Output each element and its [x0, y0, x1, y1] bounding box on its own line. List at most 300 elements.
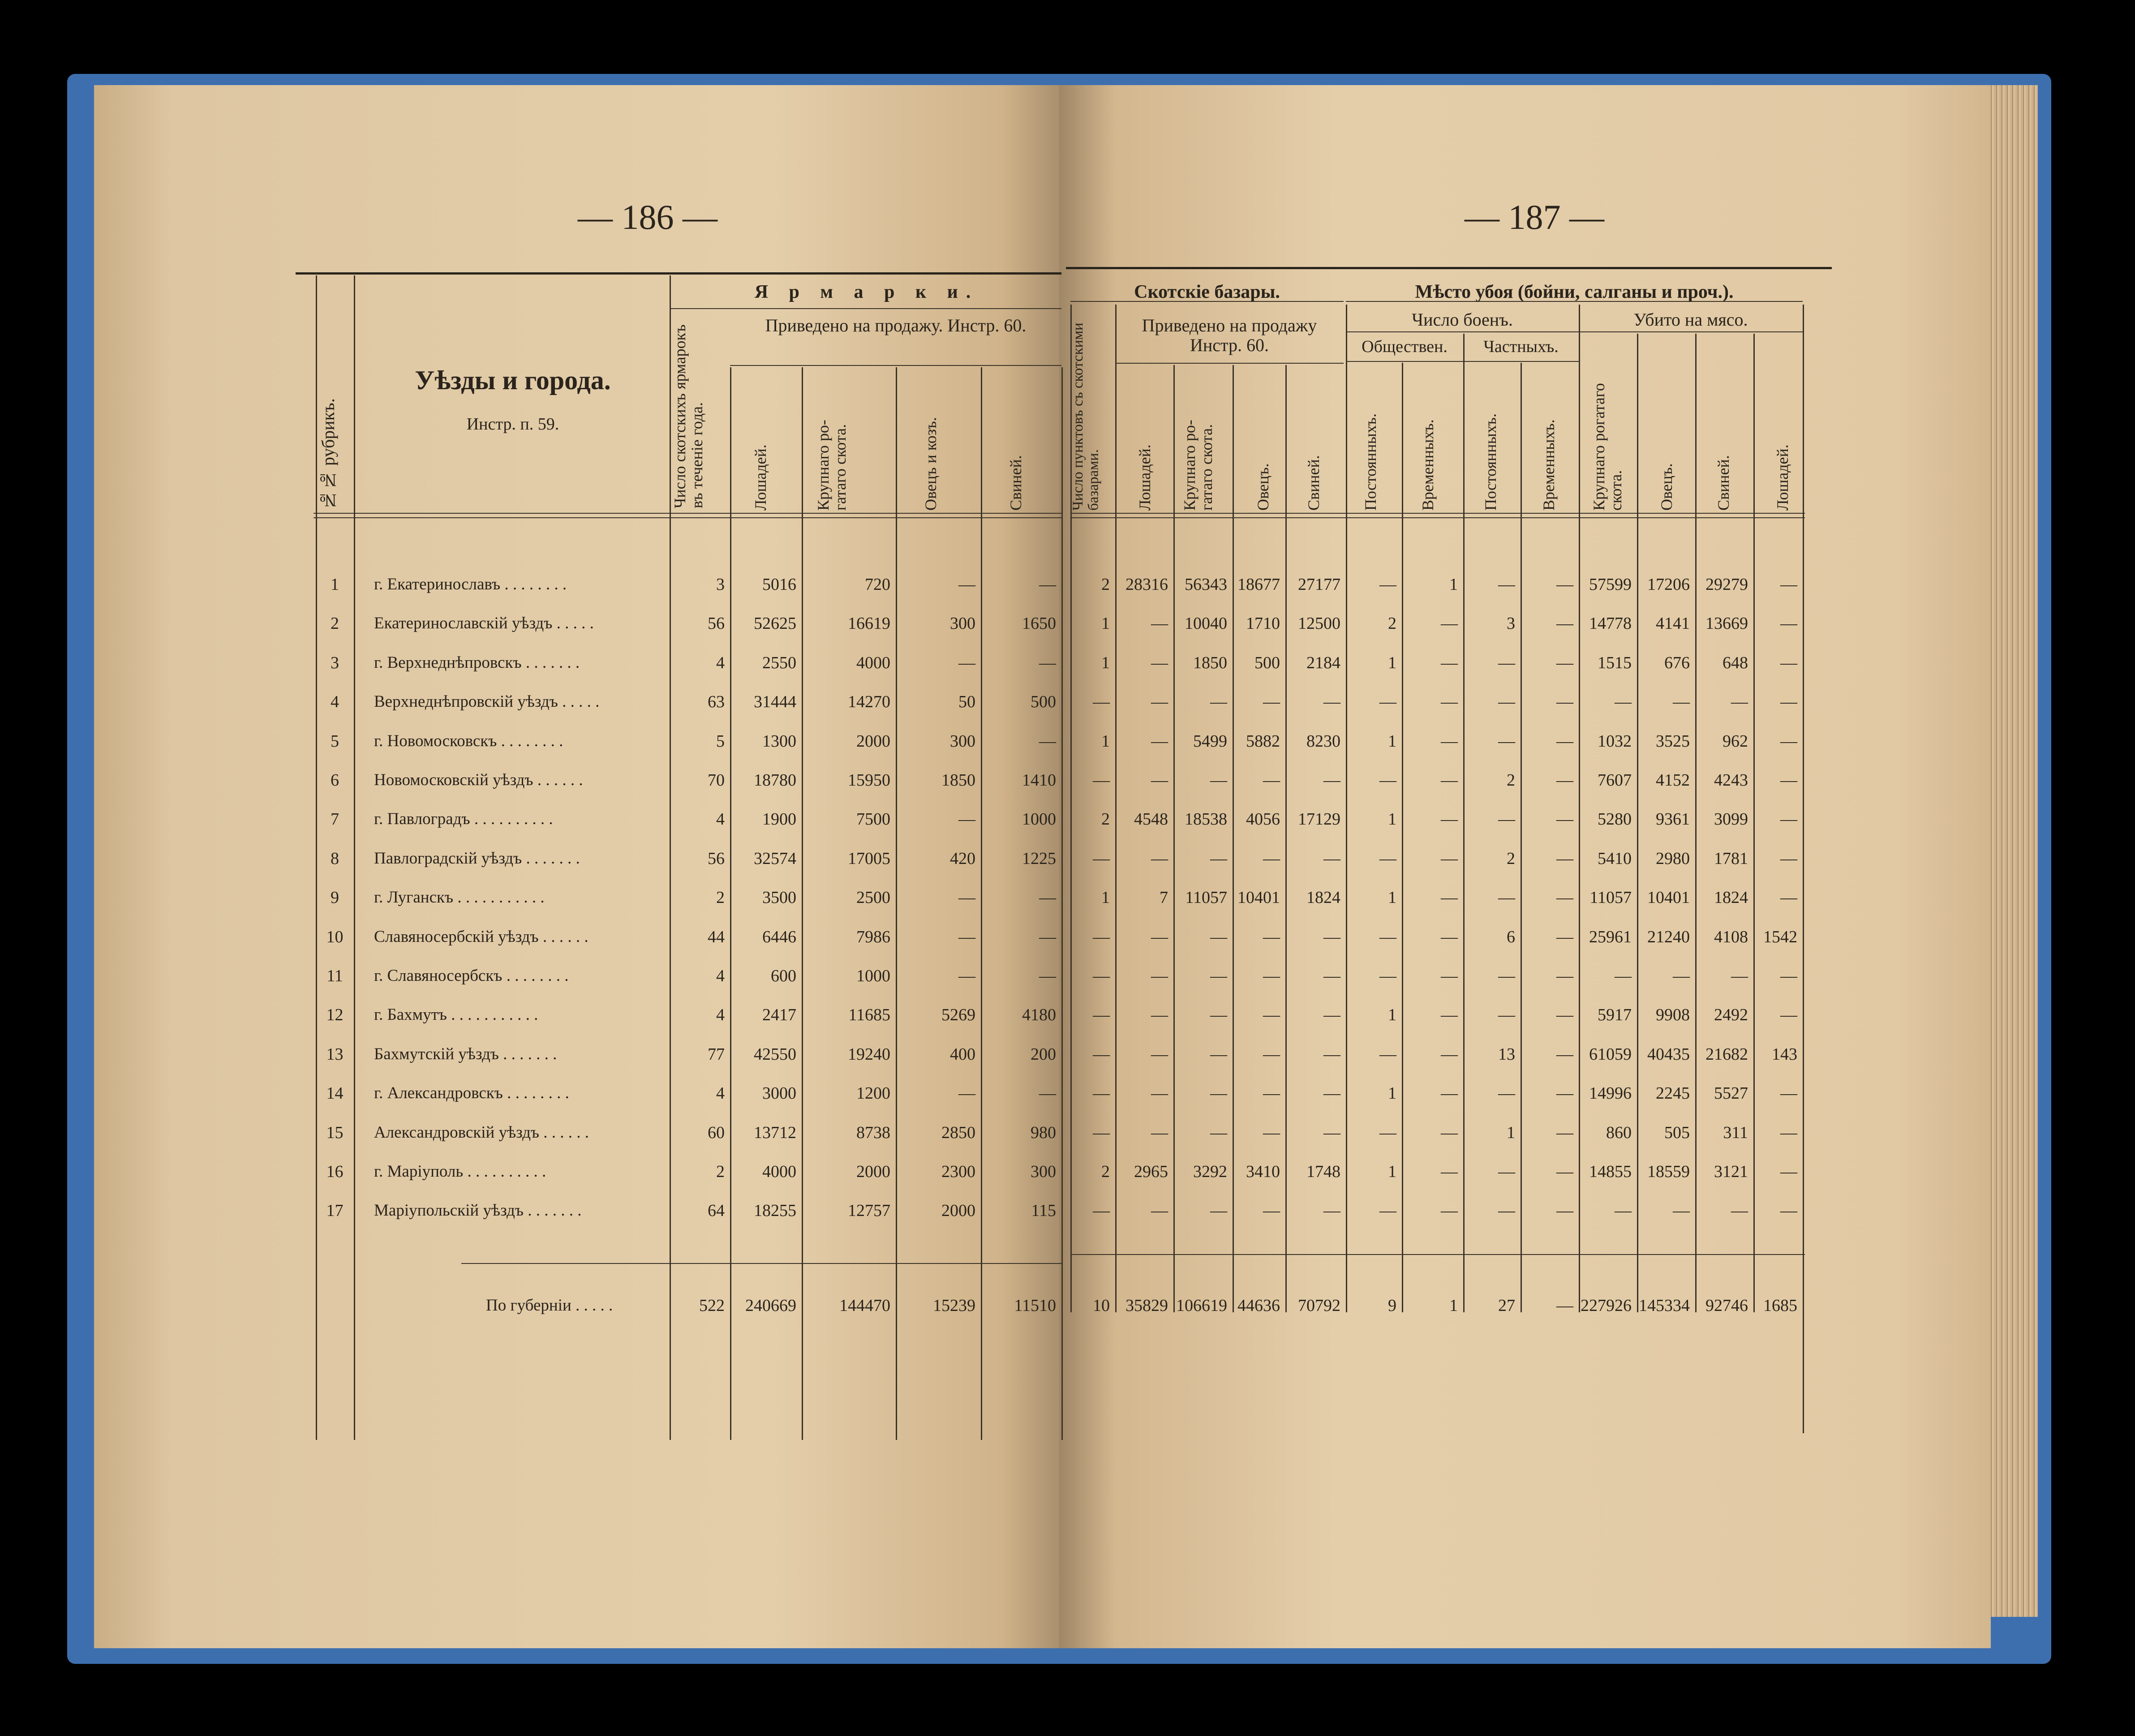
- row-12-fairs-4: 4180: [1022, 1006, 1056, 1025]
- row-11-right-8: —: [1556, 967, 1573, 985]
- row-3-fairs-0: 4: [716, 653, 725, 672]
- row-17-name: Маріупольскій уѣздъ . . . . . . .: [374, 1201, 582, 1220]
- row-12-right-5: 1: [1388, 1006, 1396, 1025]
- row-17-fairs-4: 115: [1031, 1201, 1056, 1220]
- row-5-name: г. Новомосковскъ . . . . . . . .: [374, 731, 563, 750]
- row-2-fairs-1: 52625: [754, 614, 796, 633]
- row-9-right-2: 11057: [1185, 888, 1227, 907]
- row-2-right-2: 10040: [1185, 614, 1227, 633]
- slaughtered-sheep-header: Овецъ.: [1658, 463, 1675, 511]
- public-permanent-header: Постоянныхъ.: [1362, 413, 1379, 511]
- slaughtered-rule: [1579, 331, 1803, 332]
- row-11-fairs-1: 600: [771, 967, 796, 985]
- row-9-right-11: 1824: [1714, 888, 1748, 907]
- top-rule-right: [1066, 267, 1832, 269]
- row-2-right-5: 2: [1388, 614, 1396, 633]
- row-1-fairs-0: 3: [716, 575, 725, 594]
- total-fairs-3: 15239: [933, 1296, 975, 1315]
- row-16-fairs-0: 2: [716, 1162, 725, 1181]
- row-10-number: 10: [326, 927, 344, 946]
- row-1-fairs-3: —: [958, 575, 975, 594]
- row-6-right-5: —: [1379, 771, 1396, 790]
- row-6-right-6: —: [1441, 771, 1458, 790]
- header-rule-right-2: [1070, 517, 1805, 518]
- row-9-fairs-3: —: [958, 888, 975, 907]
- row-17-right-0: —: [1093, 1201, 1110, 1220]
- row-8-right-9: 5410: [1598, 849, 1632, 868]
- row-3-fairs-2: 4000: [856, 653, 890, 672]
- row-16-right-4: 1748: [1306, 1162, 1340, 1181]
- row-12-right-7: —: [1498, 1006, 1515, 1025]
- row-5-right-3: 5882: [1246, 731, 1280, 751]
- row-12-right-1: —: [1151, 1006, 1168, 1025]
- row-7-fairs-0: 4: [716, 810, 725, 829]
- row-17-right-3: —: [1263, 1201, 1280, 1220]
- row-15-fairs-0: 60: [708, 1123, 725, 1142]
- row-4-number: 4: [331, 692, 339, 712]
- slaughtered-header: Убито на мясо.: [1633, 309, 1748, 330]
- row-5-right-9: 1032: [1598, 731, 1632, 751]
- row-9-name: г. Луганскъ . . . . . . . . . . .: [374, 888, 545, 907]
- row-17-fairs-2: 12757: [848, 1201, 890, 1220]
- row-14-name: г. Александровскъ . . . . . . . .: [374, 1084, 569, 1103]
- row-5-right-0: 1: [1101, 731, 1110, 751]
- row-11-right-7: —: [1498, 967, 1515, 985]
- row-11-right-12: —: [1780, 967, 1797, 985]
- row-10-right-0: —: [1093, 927, 1110, 946]
- row-6-right-12: —: [1780, 771, 1797, 790]
- row-1-right-5: —: [1379, 575, 1396, 594]
- row-16-right-12: —: [1780, 1162, 1797, 1181]
- row-8-right-6: —: [1441, 849, 1458, 868]
- row-1-right-1: 28316: [1125, 575, 1168, 594]
- row-2-right-11: 13669: [1705, 614, 1748, 633]
- num-slaughter-rule: [1346, 331, 1579, 332]
- row-14-right-9: 14996: [1589, 1084, 1632, 1103]
- row-7-fairs-3: —: [958, 810, 975, 829]
- row-4-right-7: —: [1498, 692, 1515, 712]
- row-10-right-12: 1542: [1763, 927, 1797, 946]
- row-6-right-10: 4152: [1656, 771, 1690, 790]
- row-5-fairs-3: 300: [950, 731, 975, 751]
- row-11-right-6: —: [1441, 967, 1458, 985]
- row-1-number: 1: [331, 575, 339, 594]
- total-fairs-0: 522: [699, 1296, 725, 1315]
- row-8-fairs-1: 32574: [754, 849, 796, 868]
- row-9-number: 9: [331, 888, 339, 907]
- row-13-fairs-1: 42550: [754, 1044, 796, 1064]
- row-6-right-0: —: [1093, 771, 1110, 790]
- row-10-right-11: 4108: [1714, 927, 1748, 946]
- total-rule-left: [461, 1263, 1061, 1264]
- row-6-fairs-1: 18780: [754, 771, 796, 790]
- row-5-right-11: 962: [1723, 731, 1748, 751]
- row-5-fairs-2: 2000: [856, 731, 890, 751]
- row-13-right-3: —: [1263, 1044, 1280, 1064]
- row-8-right-0: —: [1093, 849, 1110, 868]
- page-edges: [1989, 85, 2038, 1617]
- row-7-right-2: 18538: [1185, 810, 1227, 829]
- row-6-fairs-4: 1410: [1022, 771, 1056, 790]
- region-header: Уѣзды и города.: [415, 365, 611, 395]
- fairs-header: Я р м а р к и.: [754, 282, 979, 302]
- row-10-name: Славяносербскій уѣздъ . . . . . .: [374, 927, 589, 946]
- row-7-right-12: —: [1780, 810, 1797, 829]
- row-7-right-8: —: [1556, 810, 1573, 829]
- top-rule-left: [296, 272, 1061, 275]
- row-9-right-3: 10401: [1237, 888, 1280, 907]
- row-14-right-10: 2245: [1656, 1084, 1690, 1103]
- row-11-right-2: —: [1210, 967, 1227, 985]
- row-5-right-7: —: [1498, 731, 1515, 751]
- row-5-right-1: —: [1151, 731, 1168, 751]
- row-1-right-12: —: [1780, 575, 1797, 594]
- row-12-fairs-0: 4: [716, 1006, 725, 1025]
- row-8-right-5: —: [1379, 849, 1396, 868]
- row-14-right-3: —: [1263, 1084, 1280, 1103]
- slaughtered-horses-header: Лошадей.: [1774, 444, 1791, 511]
- row-13-right-4: —: [1323, 1044, 1340, 1064]
- row-5-right-12: —: [1780, 731, 1797, 751]
- row-13-fairs-3: 400: [950, 1044, 975, 1064]
- row-4-right-11: —: [1731, 692, 1748, 712]
- row-8-right-11: 1781: [1714, 849, 1748, 868]
- row-6-right-11: 4243: [1714, 771, 1748, 790]
- col-rule-left-1: [354, 275, 355, 1440]
- row-7-right-9: 5280: [1598, 810, 1632, 829]
- header-rule-left: [314, 513, 1061, 514]
- row-17-fairs-1: 18255: [754, 1201, 796, 1220]
- row-13-right-1: —: [1151, 1044, 1168, 1064]
- row-2-fairs-3: 300: [950, 614, 975, 633]
- page-number-right: — 187 —: [1465, 198, 1604, 236]
- row-10-right-9: 25961: [1589, 927, 1632, 946]
- row-1-fairs-2: 720: [865, 575, 890, 594]
- row-4-right-1: —: [1151, 692, 1168, 712]
- row-9-right-8: —: [1556, 888, 1573, 907]
- row-6-fairs-2: 15950: [848, 771, 890, 790]
- row-11-right-3: —: [1263, 967, 1280, 985]
- row-7-number: 7: [331, 810, 339, 829]
- row-1-right-7: —: [1498, 575, 1515, 594]
- row-12-number: 12: [326, 1006, 344, 1025]
- row-4-fairs-2: 14270: [848, 692, 890, 712]
- row-15-right-7: 1: [1507, 1123, 1515, 1142]
- row-16-fairs-1: 4000: [762, 1162, 796, 1181]
- row-14-fairs-1: 3000: [762, 1084, 796, 1103]
- row-11-right-5: —: [1379, 967, 1396, 985]
- row-1-right-6: 1: [1449, 575, 1458, 594]
- total-fairs-1: 240669: [745, 1296, 796, 1315]
- row-12-name: г. Бахмутъ . . . . . . . . . . .: [374, 1006, 538, 1024]
- fairs-cattle-header: Крупнаго ро-гатаго скота.: [814, 420, 849, 511]
- row-10-fairs-4: —: [1039, 927, 1056, 946]
- row-4-right-12: —: [1780, 692, 1797, 712]
- row-2-right-1: —: [1151, 614, 1168, 633]
- row-1-right-4: 27177: [1298, 575, 1340, 594]
- row-16-number: 16: [326, 1162, 344, 1181]
- private-header: Частныхъ.: [1483, 337, 1559, 356]
- public-header: Обществен.: [1362, 337, 1448, 356]
- row-17-right-12: —: [1780, 1201, 1797, 1220]
- row-7-right-3: 4056: [1246, 810, 1280, 829]
- row-4-right-4: —: [1323, 692, 1340, 712]
- row-12-right-6: —: [1441, 1006, 1458, 1025]
- row-9-right-1: 7: [1160, 888, 1168, 907]
- row-5-right-5: 1: [1388, 731, 1396, 751]
- col-rule-right-13: [1803, 305, 1804, 1433]
- row-10-right-4: —: [1323, 927, 1340, 946]
- row-3-right-6: —: [1441, 653, 1458, 672]
- row-8-right-12: —: [1780, 849, 1797, 868]
- row-15-number: 15: [326, 1123, 344, 1142]
- row-12-fairs-2: 11685: [848, 1006, 890, 1025]
- row-15-fairs-1: 13712: [754, 1123, 796, 1142]
- total-right-3: 44636: [1237, 1296, 1280, 1315]
- total-right-6: 1: [1449, 1296, 1458, 1315]
- private-permanent-header: Постоянныхъ.: [1482, 413, 1499, 511]
- row-7-right-0: 2: [1101, 810, 1110, 829]
- row-7-right-4: 17129: [1298, 810, 1340, 829]
- row-3-fairs-1: 2550: [762, 653, 796, 672]
- row-4-right-8: —: [1556, 692, 1573, 712]
- row-17-right-11: —: [1731, 1201, 1748, 1220]
- row-16-fairs-2: 2000: [856, 1162, 890, 1181]
- row-17-right-5: —: [1379, 1201, 1396, 1220]
- col-rule-left-7: [1061, 367, 1063, 1440]
- row-1-right-9: 57599: [1589, 575, 1632, 594]
- row-2-right-8: —: [1556, 614, 1573, 633]
- fairs-brought-header: Приведено на продажу. Инстр. 60.: [765, 315, 1027, 335]
- row-3-right-10: 676: [1664, 653, 1690, 672]
- row-15-right-1: —: [1151, 1123, 1168, 1142]
- row-3-fairs-3: —: [958, 653, 975, 672]
- row-15-right-12: —: [1780, 1123, 1797, 1142]
- row-3-right-1: —: [1151, 653, 1168, 672]
- row-11-right-0: —: [1093, 967, 1110, 985]
- row-10-right-8: —: [1556, 927, 1573, 946]
- page-number-left: — 186 —: [578, 198, 717, 236]
- row-14-right-12: —: [1780, 1084, 1797, 1103]
- row-4-right-9: —: [1615, 692, 1632, 712]
- row-17-right-10: —: [1673, 1201, 1690, 1220]
- row-12-right-8: —: [1556, 1006, 1573, 1025]
- row-17-right-1: —: [1151, 1201, 1168, 1220]
- row-15-right-3: —: [1263, 1123, 1280, 1142]
- row-2-fairs-4: 1650: [1022, 614, 1056, 633]
- row-1-right-10: 17206: [1647, 575, 1690, 594]
- row-12-right-3: —: [1263, 1006, 1280, 1025]
- row-12-right-10: 9908: [1656, 1006, 1690, 1025]
- row-2-number: 2: [331, 614, 339, 633]
- row-4-name: Верхнеднѣпровскій уѣздъ . . . . .: [374, 692, 600, 711]
- header-rule-right: [1070, 513, 1805, 514]
- row-14-right-11: 5527: [1714, 1084, 1748, 1103]
- row-10-fairs-0: 44: [708, 927, 725, 946]
- row-15-right-6: —: [1441, 1123, 1458, 1142]
- row-13-right-12: 143: [1772, 1044, 1797, 1064]
- row-13-right-0: —: [1093, 1044, 1110, 1064]
- row-14-right-0: —: [1093, 1084, 1110, 1103]
- row-2-right-9: 14778: [1589, 614, 1632, 633]
- row-16-right-9: 14855: [1589, 1162, 1632, 1181]
- row-12-right-4: —: [1323, 1006, 1340, 1025]
- row-9-right-10: 10401: [1647, 888, 1690, 907]
- total-right-2: 106619: [1176, 1296, 1227, 1315]
- row-16-right-5: 1: [1388, 1162, 1396, 1181]
- slaughter-header: Мѣсто убоя (бойни, салганы и проч.).: [1415, 282, 1734, 302]
- row-11-fairs-0: 4: [716, 967, 725, 985]
- row-16-fairs-4: 300: [1031, 1162, 1056, 1181]
- row-10-right-5: —: [1379, 927, 1396, 946]
- row-14-right-1: —: [1151, 1084, 1168, 1103]
- row-15-name: Александровскій уѣздъ . . . . . .: [374, 1123, 589, 1142]
- total-right-4: 70792: [1298, 1296, 1340, 1315]
- row-9-fairs-4: —: [1039, 888, 1056, 907]
- total-fairs-4: 11510: [1014, 1296, 1056, 1315]
- row-11-number: 11: [326, 967, 343, 985]
- row-17-right-9: —: [1615, 1201, 1632, 1220]
- bazaars-pigs-header: Свиней.: [1305, 455, 1323, 511]
- slaughtered-pigs-header: Свиней.: [1714, 455, 1732, 511]
- row-9-right-9: 11057: [1589, 888, 1632, 907]
- row-14-right-6: —: [1441, 1084, 1458, 1103]
- row-6-right-9: 7607: [1598, 771, 1632, 790]
- row-8-fairs-2: 17005: [848, 849, 890, 868]
- row-11-fairs-3: —: [958, 967, 975, 985]
- row-14-right-2: —: [1210, 1084, 1227, 1103]
- row-6-fairs-0: 70: [708, 771, 725, 790]
- row-5-right-8: —: [1556, 731, 1573, 751]
- row-13-right-5: —: [1379, 1044, 1396, 1064]
- row-3-right-0: 1: [1101, 653, 1110, 672]
- bazaars-sheep-header: Овецъ.: [1254, 463, 1272, 511]
- fairs-count-header: Число скотскихъ ярмарокъ въ теченіе года.: [671, 324, 706, 508]
- row-8-right-10: 2980: [1656, 849, 1690, 868]
- bazaars-brought-header: Приведено на продажу Инстр. 60.: [1142, 315, 1317, 355]
- row-2-right-12: —: [1780, 614, 1797, 633]
- row-13-right-9: 61059: [1589, 1044, 1632, 1064]
- row-12-right-12: —: [1780, 1006, 1797, 1025]
- row-10-fairs-2: 7986: [856, 927, 890, 946]
- row-16-right-8: —: [1556, 1162, 1573, 1181]
- row-3-right-7: —: [1498, 653, 1515, 672]
- row-1-right-3: 18677: [1237, 575, 1280, 594]
- row-8-number: 8: [331, 849, 339, 868]
- row-2-right-7: 3: [1507, 614, 1515, 633]
- row-5-fairs-0: 5: [716, 731, 725, 751]
- row-1-fairs-4: —: [1039, 575, 1056, 594]
- row-3-right-3: 500: [1254, 653, 1280, 672]
- row-11-right-11: —: [1731, 967, 1748, 985]
- row-17-fairs-3: 2000: [941, 1201, 975, 1220]
- row-13-right-11: 21682: [1705, 1044, 1748, 1064]
- public-temporary-header: Временныхъ.: [1419, 419, 1437, 511]
- row-8-right-1: —: [1151, 849, 1168, 868]
- row-6-fairs-3: 1850: [941, 771, 975, 790]
- row-17-right-4: —: [1323, 1201, 1340, 1220]
- row-3-fairs-4: —: [1039, 653, 1056, 672]
- total-right-7: 27: [1498, 1296, 1515, 1315]
- row-12-right-0: —: [1093, 1006, 1110, 1025]
- row-16-right-10: 18559: [1647, 1162, 1690, 1181]
- row-5-right-4: 8230: [1306, 731, 1340, 751]
- row-16-right-1: 2965: [1134, 1162, 1168, 1181]
- row-8-right-3: —: [1263, 849, 1280, 868]
- row-13-right-8: —: [1556, 1044, 1573, 1064]
- row-13-number: 13: [326, 1044, 344, 1064]
- row-13-fairs-2: 19240: [848, 1044, 890, 1064]
- row-11-right-4: —: [1323, 967, 1340, 985]
- row-4-right-0: —: [1093, 692, 1110, 712]
- row-8-right-2: —: [1210, 849, 1227, 868]
- bazaars-sub-rule: [1115, 363, 1344, 364]
- total-right-11: 92746: [1705, 1296, 1748, 1315]
- row-3-right-4: 2184: [1306, 653, 1340, 672]
- row-3-right-12: —: [1780, 653, 1797, 672]
- row-12-right-2: —: [1210, 1006, 1227, 1025]
- region-sub: Инстр. п. 59.: [466, 415, 559, 434]
- row-16-right-6: —: [1441, 1162, 1458, 1181]
- row-8-fairs-3: 420: [950, 849, 975, 868]
- row-4-fairs-1: 31444: [754, 692, 796, 712]
- row-14-right-7: —: [1498, 1084, 1515, 1103]
- row-10-right-7: 6: [1507, 927, 1515, 946]
- row-11-name: г. Славяносербскъ . . . . . . . .: [374, 967, 569, 985]
- row-17-number: 17: [326, 1201, 344, 1220]
- row-2-name: Екатеринославскій уѣздъ . . . . .: [374, 614, 594, 633]
- row-9-right-0: 1: [1101, 888, 1110, 907]
- fairs-sheep-header: Овецъ и козъ.: [922, 417, 940, 511]
- row-14-right-4: —: [1323, 1084, 1340, 1103]
- row-15-fairs-3: 2850: [941, 1123, 975, 1142]
- row-7-right-5: 1: [1388, 810, 1396, 829]
- row-13-right-7: 13: [1498, 1044, 1515, 1064]
- row-16-fairs-3: 2300: [941, 1162, 975, 1181]
- row-15-right-9: 860: [1606, 1123, 1632, 1142]
- row-5-fairs-1: 1300: [762, 731, 796, 751]
- row-7-right-11: 3099: [1714, 810, 1748, 829]
- header-rule-left-2: [314, 517, 1061, 518]
- row-8-fairs-4: 1225: [1022, 849, 1056, 868]
- row-13-right-10: 40435: [1647, 1044, 1690, 1064]
- row-13-name: Бахмутскій уѣздъ . . . . . . .: [374, 1044, 557, 1063]
- row-16-name: г. Маріуполь . . . . . . . . . .: [374, 1162, 546, 1181]
- row-15-right-2: —: [1210, 1123, 1227, 1142]
- row-9-right-4: 1824: [1306, 888, 1340, 907]
- row-4-fairs-3: 50: [958, 692, 975, 712]
- col-num-header: №№ рубрикъ.: [318, 398, 338, 511]
- row-11-fairs-2: 1000: [856, 967, 890, 985]
- row-10-right-10: 21240: [1647, 927, 1690, 946]
- row-8-right-8: —: [1556, 849, 1573, 868]
- row-8-name: Павлоградскій уѣздъ . . . . . . .: [374, 849, 580, 868]
- row-13-fairs-4: 200: [1031, 1044, 1056, 1064]
- row-6-right-8: —: [1556, 771, 1573, 790]
- row-14-fairs-2: 1200: [856, 1084, 890, 1103]
- row-3-name: г. Верхнеднѣпровскъ . . . . . . .: [374, 653, 580, 672]
- row-6-name: Новомосковскій уѣздъ . . . . . .: [374, 771, 583, 789]
- row-8-right-7: 2: [1507, 849, 1515, 868]
- row-16-right-0: 2: [1101, 1162, 1110, 1181]
- row-6-right-1: —: [1151, 771, 1168, 790]
- row-15-right-5: —: [1379, 1123, 1396, 1142]
- row-7-right-10: 9361: [1656, 810, 1690, 829]
- row-14-fairs-3: —: [958, 1084, 975, 1103]
- total-rule-right: [1070, 1254, 1805, 1255]
- row-15-fairs-2: 8738: [856, 1123, 890, 1142]
- fairs-pigs-header: Свиней.: [1007, 455, 1025, 511]
